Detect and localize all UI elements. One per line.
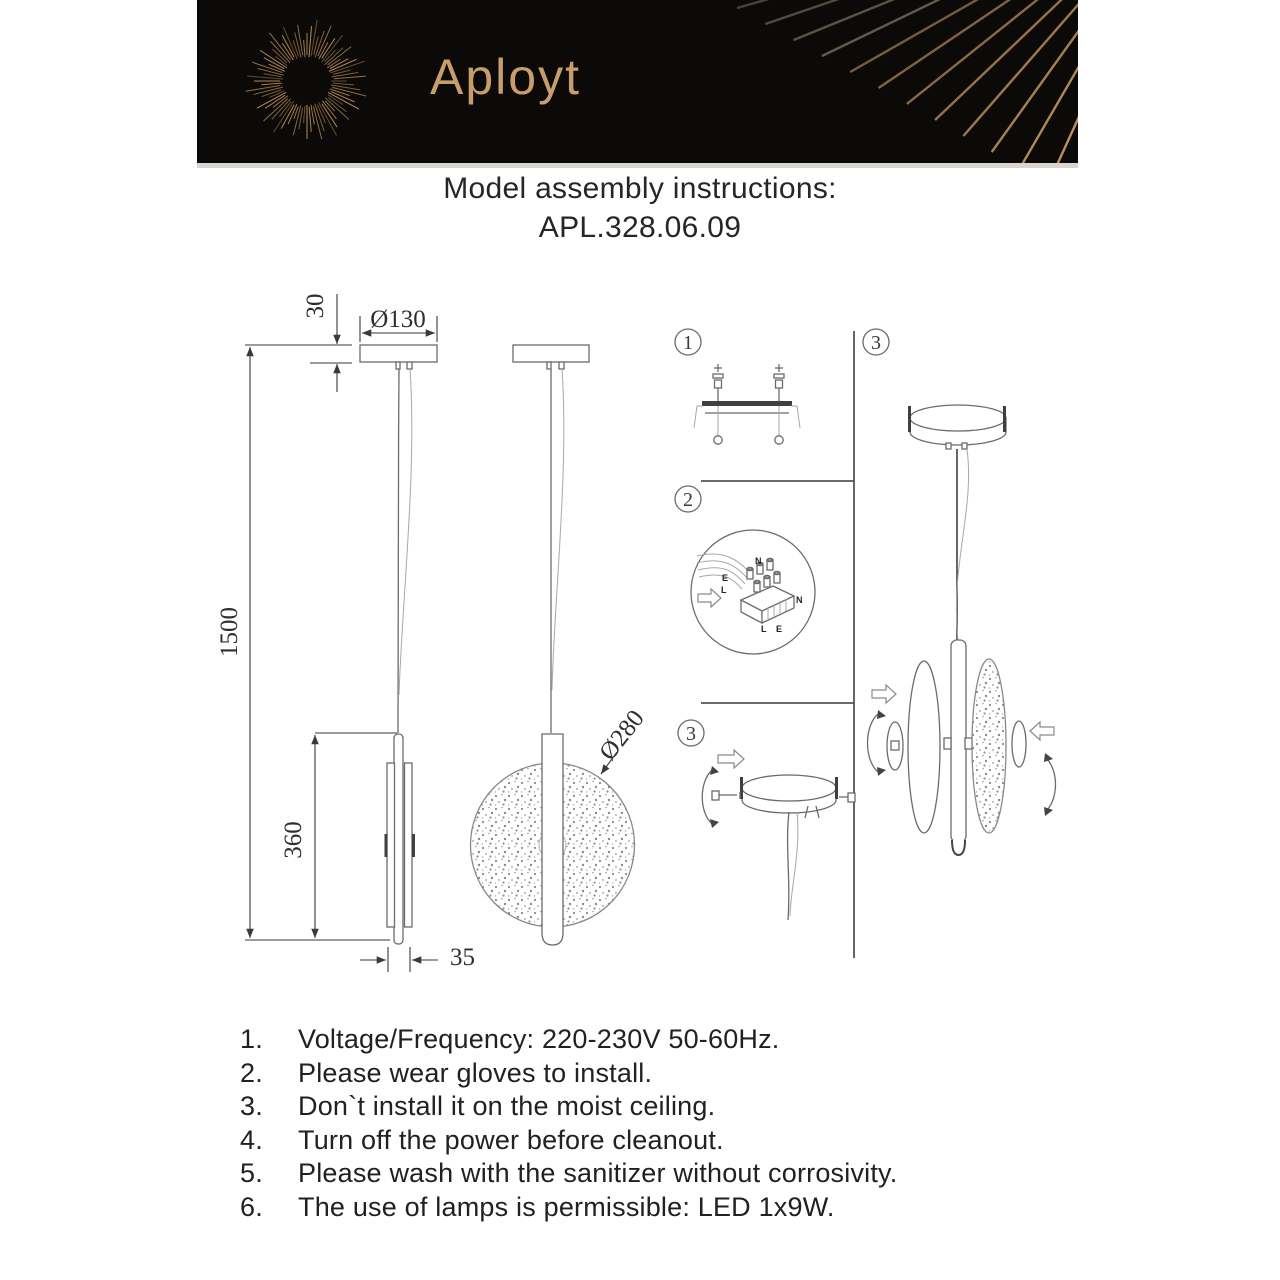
instruction-item: 6. The use of lamps is permissible: LED 1x9W.: [240, 1191, 835, 1222]
wire-label-n-in: N: [755, 556, 762, 566]
lamp-plate-right: [405, 763, 413, 927]
step3-canopy-diagram: [702, 750, 855, 920]
assemble-arrow-right-icon: [1030, 722, 1054, 740]
instruction-item: 4. Turn off the power before cleanout.: [240, 1124, 724, 1155]
lamp-rod-side: [394, 734, 403, 944]
dim-360-label: 360: [280, 821, 307, 859]
front-view-drawing: [471, 345, 650, 945]
lamp-plate-left: [387, 763, 395, 927]
step-3-badge: 3: [686, 723, 696, 745]
dim-30-label: 30: [302, 293, 329, 319]
plain-disc: [908, 661, 940, 833]
wire-label-l-in: L: [721, 585, 727, 595]
step-3-right-badge: 3: [871, 332, 881, 354]
assemble-arrow-left-icon: [872, 685, 896, 703]
wire-label-l-out: L: [761, 624, 767, 634]
dim-280-label: Ø280: [594, 705, 650, 766]
wire-label-n-out: N: [796, 595, 803, 605]
side-view-drawing: [216, 294, 475, 973]
wire-label-e-in: E: [722, 573, 729, 583]
instruction-item: 5. Please wash with the sanitizer without corrosivity.: [240, 1158, 898, 1189]
dim-1500-label: 1500: [216, 607, 243, 657]
textured-disc: [972, 659, 1006, 833]
dim-130-label: Ø130: [370, 306, 426, 333]
page-title: Model assembly instructions:: [443, 172, 837, 205]
lamp-rod-front: [542, 734, 563, 945]
step-1-badge: 1: [683, 332, 693, 354]
slide-direction-arrow-icon: [718, 750, 744, 768]
step-2-badge: 2: [683, 489, 693, 511]
model-number: APL.328.06.09: [538, 211, 742, 244]
step2-wiring-diagram: [691, 530, 815, 654]
insert-direction-arrow-icon: [698, 589, 721, 607]
wire-label-e-out: E: [776, 624, 783, 634]
instruction-list: [240, 1024, 1140, 1226]
dim-35-label: 35: [450, 944, 475, 971]
canopy-side: [360, 345, 437, 362]
instruction-item: 1. Voltage/Frequency: 220-230V 50-60Hz.: [240, 1024, 780, 1054]
brand-name: Aployt: [430, 49, 581, 105]
step1-bracket-diagram: [694, 364, 800, 444]
instruction-item: 3. Don`t install it on the moist ceiling.: [240, 1091, 716, 1122]
rod: [951, 640, 966, 842]
instruction-item: 2. Please wear gloves to install.: [240, 1057, 653, 1088]
canopy-front: [513, 345, 589, 362]
step-panel-frame: [701, 331, 854, 958]
step3-assembly-diagram: [868, 405, 1056, 855]
